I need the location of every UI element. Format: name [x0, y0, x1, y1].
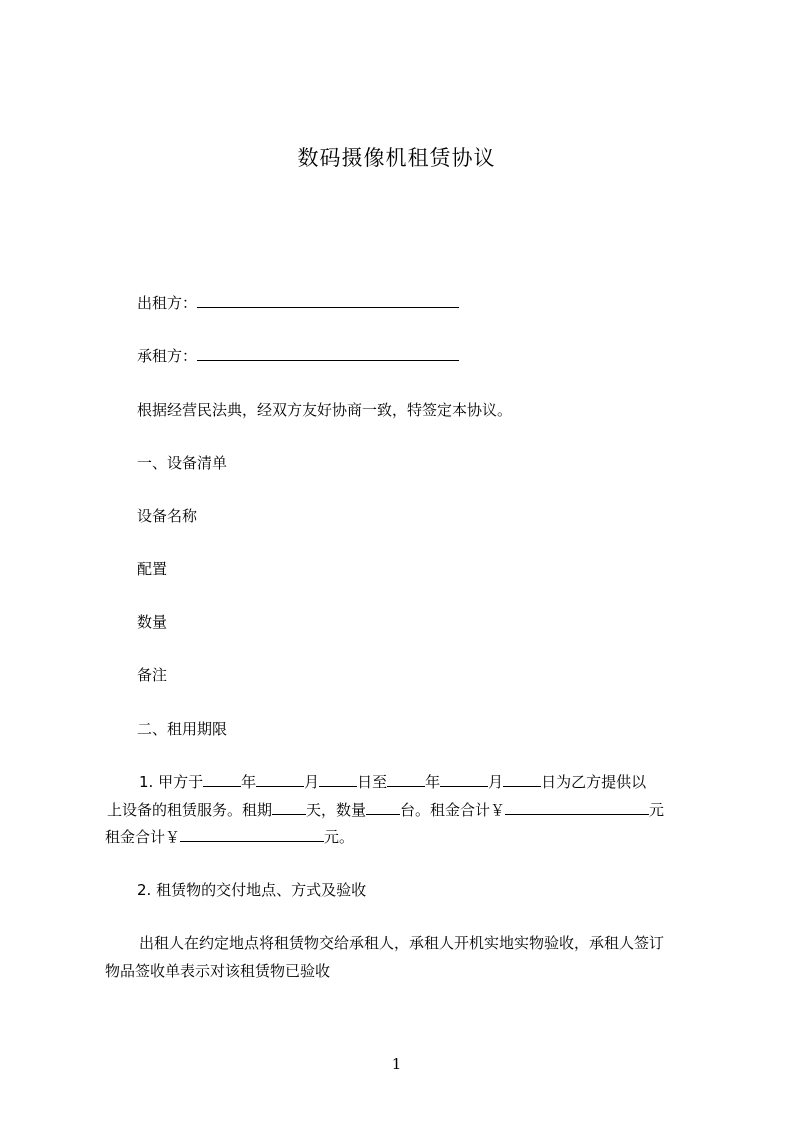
rent-total-blank-2[interactable]: [180, 827, 324, 842]
lessor-blank[interactable]: [197, 293, 459, 308]
document-title: 数码摄像机租赁协议: [297, 146, 496, 170]
section2-heading: 二、租用期限: [137, 720, 228, 738]
equipment-item-remark: 备注: [137, 666, 168, 684]
end-month-blank[interactable]: [440, 772, 488, 787]
clause1-line2: [107, 799, 707, 820]
clause2-text-line2: 物品签收单表示对该租赁物已验收: [105, 962, 331, 980]
year-label: 年: [241, 773, 257, 791]
section1-heading: 一、设备清单: [137, 454, 228, 472]
days-label: 天，数量: [306, 801, 367, 819]
equipment-item-quantity: 数量: [137, 613, 168, 631]
end-year-blank[interactable]: [387, 772, 425, 787]
rent-total-label-2: 租金合计￥: [105, 828, 181, 846]
month-label-2: 月: [488, 773, 504, 791]
yuan-label: 元: [649, 801, 665, 819]
year-label-2: 年: [425, 773, 441, 791]
lessor-line: [137, 292, 459, 313]
start-day-blank[interactable]: [319, 772, 357, 787]
lessee-line: [137, 345, 459, 366]
lessee-label: 承租方：: [137, 347, 198, 365]
lessor-label: 出租方：: [137, 294, 198, 312]
day-to-label: 日至: [357, 773, 388, 791]
clause1-start: 1. 甲方于: [139, 773, 204, 791]
start-month-blank[interactable]: [256, 772, 304, 787]
clause2-text-line1: 出租人在约定地点将租赁物交给承租人，承租人开机实地实物验收，承租人签订: [139, 934, 665, 952]
start-year-blank[interactable]: [203, 772, 241, 787]
yuan-label-2: 元。: [324, 828, 355, 846]
units-label: 台。租金合计￥: [400, 801, 506, 819]
lessee-blank[interactable]: [197, 346, 459, 361]
clause1-line3: [105, 826, 705, 847]
service-text: 上设备的租赁服务。租期: [107, 801, 273, 819]
units-blank[interactable]: [366, 800, 400, 815]
clause1-end: 日为乙方提供以: [541, 773, 647, 791]
intro-text: 根据经营民法典，经双方友好协商一致，特签定本协议。: [137, 401, 513, 419]
equipment-item-config: 配置: [137, 560, 168, 578]
clause1-line1: [139, 771, 739, 792]
equipment-item-name: 设备名称: [137, 507, 198, 525]
end-day-blank[interactable]: [503, 772, 541, 787]
month-label: 月: [304, 773, 320, 791]
page-number: 1: [391, 1055, 402, 1073]
clause2-heading: 2. 租赁物的交付地点、方式及验收: [137, 881, 367, 899]
rent-total-blank[interactable]: [505, 800, 649, 815]
days-blank[interactable]: [272, 800, 306, 815]
